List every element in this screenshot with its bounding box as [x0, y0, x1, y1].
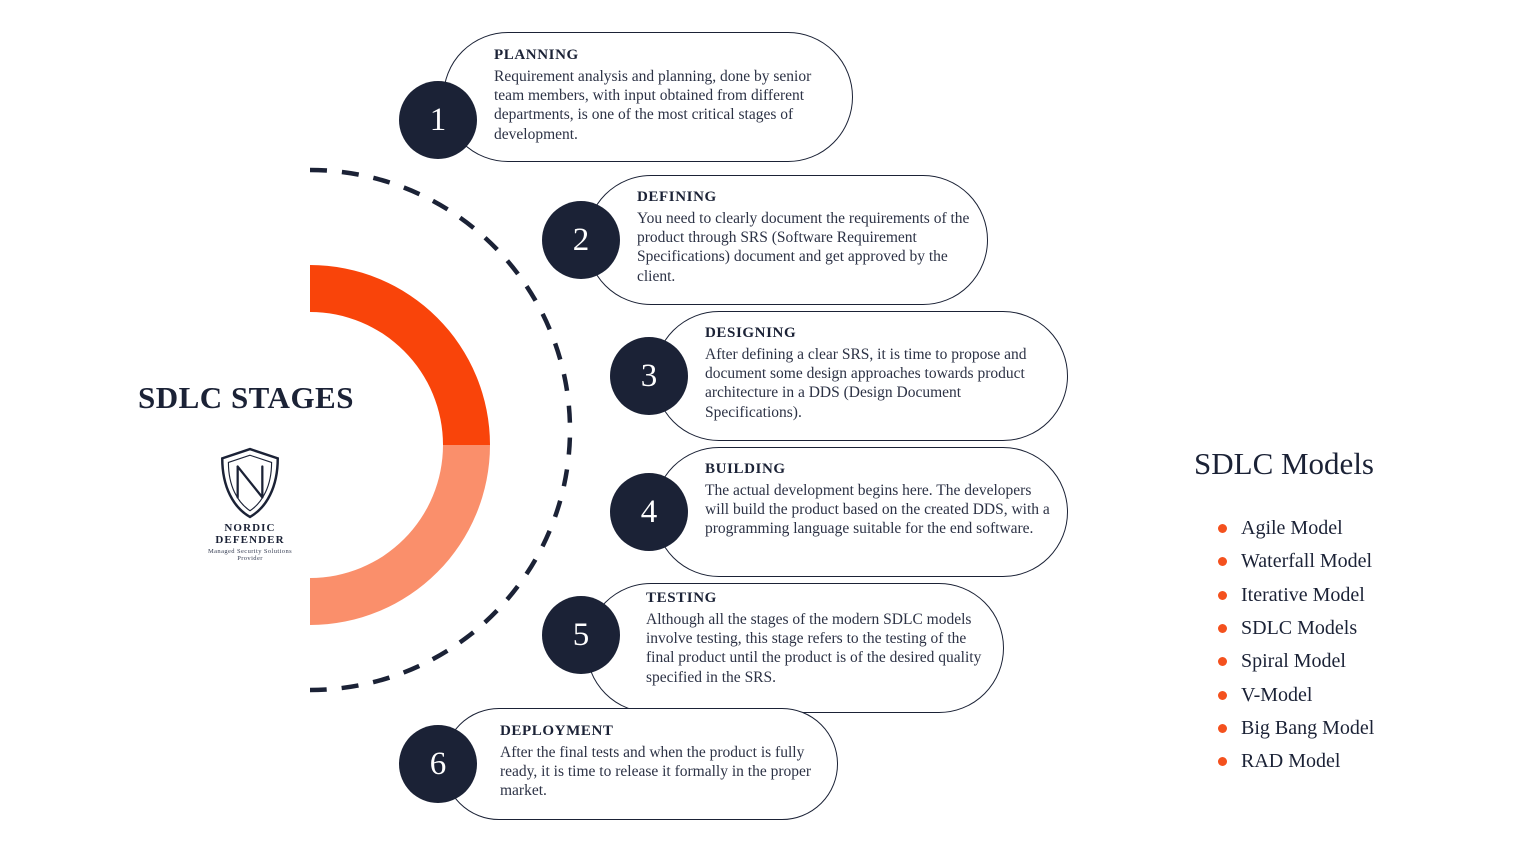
stage-2-text	[637, 189, 977, 286]
stage-6-title: DEPLOYMENT	[500, 723, 614, 739]
stage-5-description: Although all the stages of the modern SDLC models involve testing, this stage refers to the testing of the final product until the product is of the desired quality specified in the SRS.	[646, 611, 982, 686]
stage-3-description: After defining a clear SRS, it is time to propose and document some design approaches towards product architecture in a DDS (Design Document Specifications).	[705, 346, 1027, 421]
arc-segment-lower	[310, 445, 490, 625]
model-label: Waterfall Model	[1241, 550, 1373, 573]
list-item	[1218, 645, 1374, 678]
stage-5-title: TESTING	[646, 590, 717, 606]
bullet-icon	[1218, 724, 1227, 733]
stage-2-number: 2	[542, 201, 620, 279]
model-label: V-Model	[1241, 683, 1313, 706]
stage-4-number: 4	[610, 473, 688, 551]
models-list	[1218, 512, 1374, 778]
bullet-icon	[1218, 557, 1227, 566]
model-label: RAD Model	[1241, 750, 1341, 773]
list-item	[1218, 545, 1374, 578]
stage-4-description: The actual development begins here. The developers will build the product based on the created DDS, with a programming language suitable for the end software.	[705, 482, 1050, 538]
stage-2-title: DEFINING	[637, 189, 717, 205]
stage-3-title: DESIGNING	[705, 325, 797, 341]
arc-segment-upper	[310, 265, 490, 445]
stage-1-description: Requirement analysis and planning, done by senior team members, with input obtained from different departments, is one of the most critical stages of development.	[494, 68, 812, 143]
bullet-icon	[1218, 524, 1227, 533]
model-label: Spiral Model	[1241, 650, 1346, 673]
stage-2-description: You need to clearly document the requirements of the product through SRS (Software Requirement Specifications) document and get approved by the client.	[637, 210, 970, 285]
stage-1-title: PLANNING	[494, 47, 579, 63]
stage-3-text	[705, 325, 1055, 422]
stage-5-number: 5	[542, 596, 620, 674]
bullet-icon	[1218, 691, 1227, 700]
stage-3-number: 3	[610, 337, 688, 415]
stage-6-description: After the final tests and when the product is fully ready, it is time to release it formally in the proper market.	[500, 744, 812, 800]
model-label: SDLC Models	[1241, 617, 1358, 640]
model-label: Big Bang Model	[1241, 716, 1375, 739]
stage-4-title: BUILDING	[705, 461, 786, 477]
stage-5-text	[646, 590, 998, 687]
list-item	[1218, 512, 1374, 545]
bullet-icon	[1218, 657, 1227, 666]
model-label: Agile Model	[1241, 517, 1343, 540]
logo-tagline: Managed Security Solutions Provider	[207, 548, 293, 562]
bullet-icon	[1218, 591, 1227, 600]
logo-name: NORDIC DEFENDER	[215, 522, 285, 546]
list-item	[1218, 579, 1374, 612]
list-item	[1218, 745, 1374, 778]
stage-6-number: 6	[399, 725, 477, 803]
list-item	[1218, 678, 1374, 711]
list-item	[1218, 712, 1374, 745]
page-title: SDLC STAGES	[138, 380, 354, 415]
shield-icon	[213, 446, 287, 520]
model-label: Iterative Model	[1241, 583, 1365, 606]
bullet-icon	[1218, 757, 1227, 766]
stage-1-text	[494, 47, 829, 144]
stage-1-number: 1	[399, 81, 477, 159]
bullet-icon	[1218, 624, 1227, 633]
models-title: SDLC Models	[1194, 446, 1374, 481]
list-item	[1218, 612, 1374, 645]
stage-4-text	[705, 461, 1053, 539]
stage-6-text	[500, 723, 825, 801]
